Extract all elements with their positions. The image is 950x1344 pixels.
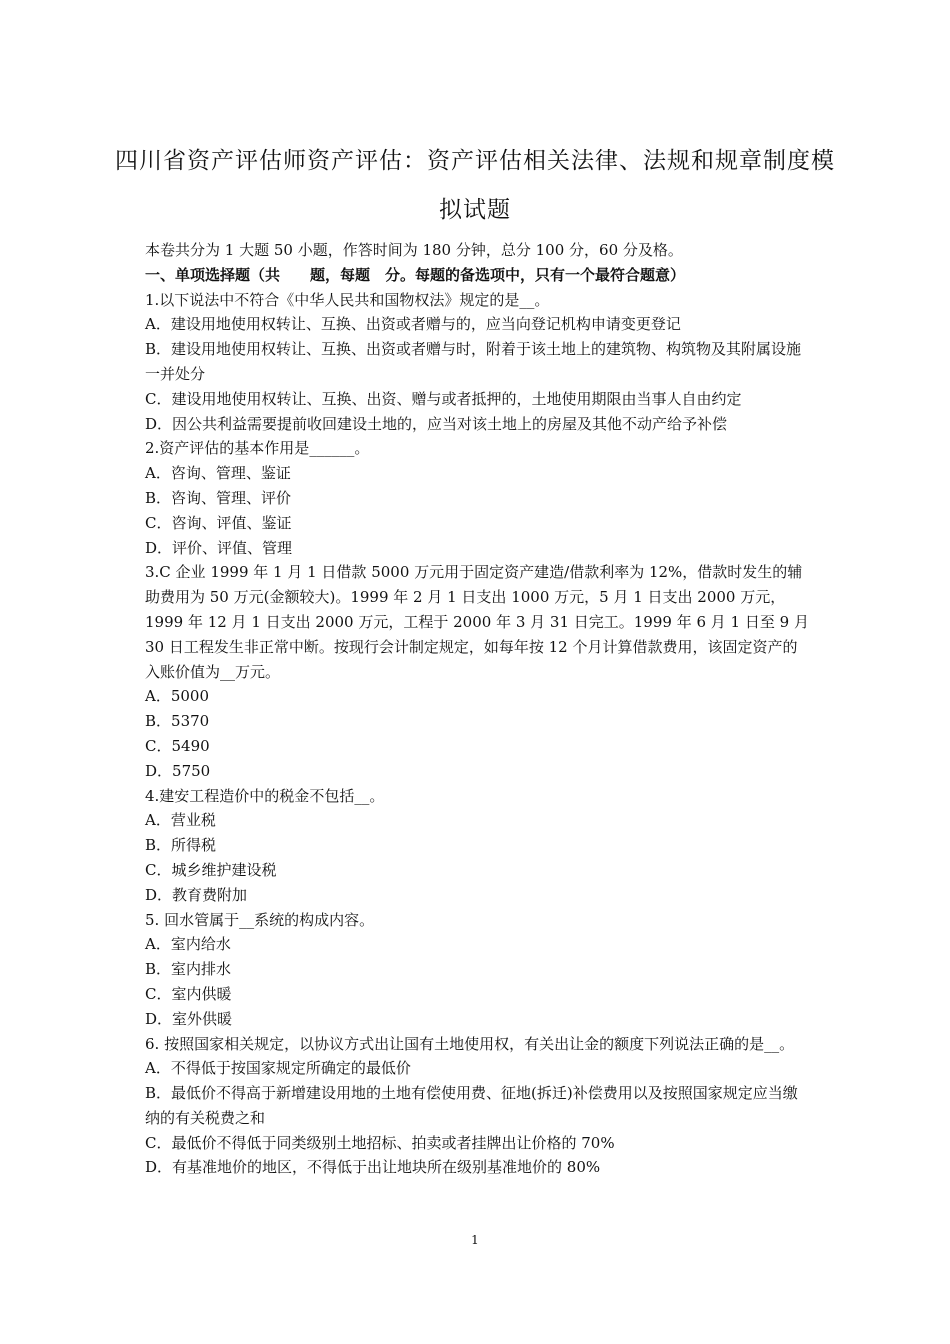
page-number: 1 [471, 1233, 479, 1247]
section-heading: 一、单项选择题（共 题，每题 分。每题的备选项中，只有一个最符合题意） [145, 265, 686, 284]
question-stem: 6. 按照国家相关规定，以协议方式出让国有土地使用权，有关出让金的额度下列说法正确的是__。 [145, 1034, 795, 1053]
question-option: D．教育费附加 [145, 885, 248, 904]
question-option: C．最低价不得低于同类级别土地招标、拍卖或者挂牌出让价格的 70% [145, 1133, 615, 1152]
question-option: A．室内给水 [145, 935, 231, 954]
document-body [145, 238, 810, 1180]
question-option: D．5750 [145, 761, 211, 780]
question-option: C．建设用地使用权转让、互换、出资、赠与或者抵押的，土地使用期限由当事人自由约定 [145, 389, 742, 408]
question-option: C．咨询、评值、鉴证 [145, 513, 292, 532]
question-option: B．室内排水 [145, 960, 232, 979]
question-option: D．评价、评值、管理 [145, 538, 293, 557]
question [145, 288, 810, 437]
question-option: D．因公共利益需要提前收回建设土地的，应当对该土地上的房屋及其他不动产给予补偿 [145, 414, 728, 433]
question-option: B．建设用地使用权转让、互换、出资或者赠与时，附着于该土地上的建筑物、构筑物及其附属设施一并处分 [145, 340, 802, 383]
question [145, 784, 810, 908]
question-option: C．城乡维护建设税 [145, 860, 277, 879]
question-option: B．最低价不得高于新增建设用地的土地有偿使用费、征地(拆迁)补偿费用以及按照国家规定应当缴纳的有关税费之和 [145, 1084, 798, 1127]
question-option: D．室外供暖 [145, 1009, 233, 1028]
document-title-line-2: 拟试题 [439, 197, 511, 223]
exam-intro: 本卷共分为 1 大题 50 小题，作答时间为 180 分钟，总分 100 分，60 分及格。 [145, 241, 683, 259]
question-option: B．5370 [145, 712, 210, 731]
question-option: A．营业税 [145, 811, 216, 830]
question-stem: 2.资产评估的基本作用是______。 [145, 439, 370, 458]
question-option: A．建设用地使用权转让、互换、出资或者赠与的，应当向登记机构申请变更登记 [145, 315, 681, 334]
question-stem: 3.C 企业 1999 年 1 月 1 日借款 5000 万元用于固定资产建造/借款利率为 12%，借款时发生的辅助费用为 50 万元(金额较大)。1999 年 2 月 1 日支出 1000 万元，5 月 1 日支出 2000 万元，1999 年 12 月 1 日支出 2000 万元，工程于 2000 年 3 月 31 日完工。1999 年 6 月 1 日至 9 月 30 日工程发生非正常中断。按现行会计制定规定，如每年按 12 个月计算借款费用，该固定资产的入账价值为__万元。 [145, 563, 809, 681]
question-option: D．有基准地价的地区，不得低于出让地块所在级别基准地价的 80% [145, 1158, 601, 1177]
question-option: C．室内供暖 [145, 984, 232, 1003]
question [145, 560, 810, 783]
question-option: A．咨询、管理、鉴证 [145, 464, 291, 483]
question-option: B．咨询、管理、评价 [145, 488, 292, 507]
question-stem: 5. 回水管属于__系统的构成内容。 [145, 910, 375, 929]
question-stem: 4.建安工程造价中的税金不包括__。 [145, 786, 385, 805]
question-option: A．不得低于按国家规定所确定的最低价 [145, 1059, 411, 1078]
question-option: C．5490 [145, 736, 210, 755]
question [145, 1032, 810, 1181]
question-option: A．5000 [145, 687, 210, 706]
document-title-line-1: 四川省资产评估师资产评估：资产评估相关法律、法规和规章制度模 [115, 148, 835, 174]
question-stem: 1.以下说法中不符合《中华人民共和国物权法》规定的是__。 [145, 290, 550, 309]
question-option: B．所得税 [145, 836, 217, 855]
question [145, 908, 810, 1032]
question [145, 436, 810, 560]
